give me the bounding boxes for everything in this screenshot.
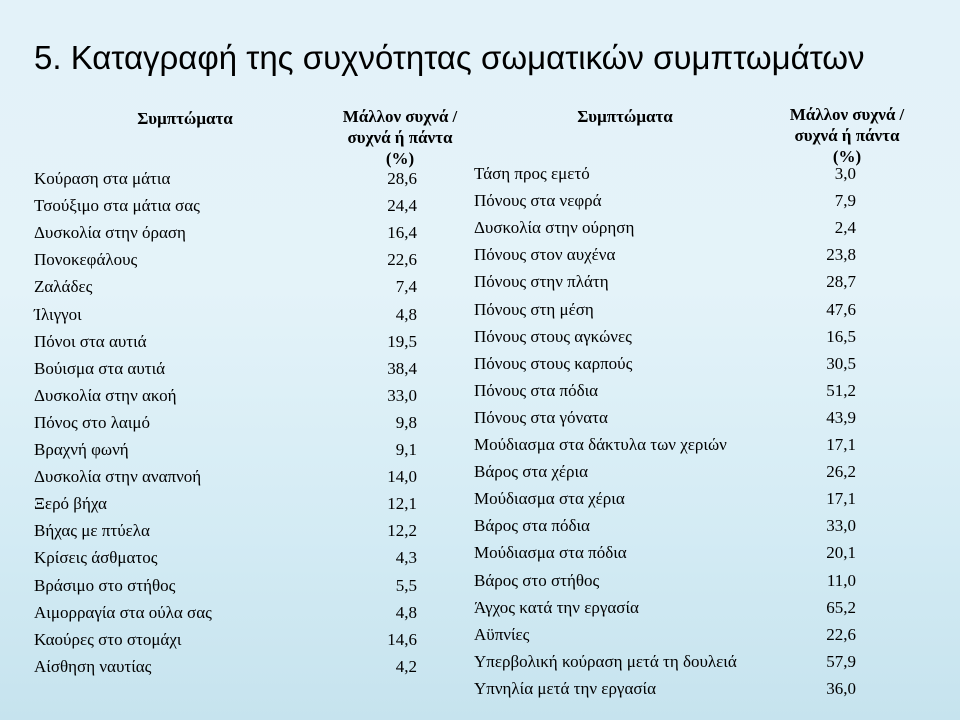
symptom-name: Κούραση στα μάτια xyxy=(34,169,171,188)
table-row xyxy=(34,328,417,355)
table-row xyxy=(34,517,417,544)
frequency-value: 4,3 xyxy=(395,548,417,568)
right-header-frequency-line: (%) xyxy=(832,147,862,166)
symptom-name: Υπερβολική κούραση μετά τη δουλειά xyxy=(474,651,737,671)
table-row xyxy=(474,648,856,675)
frequency-value: 4,2 xyxy=(395,656,417,676)
symptom-name: Πόνους στους καρπούς xyxy=(474,353,633,373)
table-row xyxy=(474,539,856,566)
symptom-name: Δυσκολία στην αναπνοή xyxy=(34,467,202,487)
symptom-name: Τσούξιμο στα μάτια σας xyxy=(34,196,200,216)
table-row xyxy=(474,268,856,295)
table-row xyxy=(34,165,417,192)
frequency-value: 9,8 xyxy=(395,412,417,432)
symptom-name: Βάρος στα χέρια xyxy=(474,462,589,482)
symptom-name: Δυσκολία στην ακοή xyxy=(34,385,177,405)
frequency-value: 7,4 xyxy=(395,277,417,297)
left-header-frequency-line: συχνά ή πάντα xyxy=(347,128,453,147)
symptom-name: Τάση προς εμετό xyxy=(474,164,590,183)
frequency-value: 28,6 xyxy=(387,169,417,188)
table-row xyxy=(34,653,417,680)
table-row xyxy=(34,192,417,219)
table-row xyxy=(34,219,417,246)
frequency-value: 36,0 xyxy=(826,678,856,698)
symptom-name: Δυσκολία στην όραση xyxy=(34,223,186,243)
frequency-value: 9,1 xyxy=(395,440,417,459)
table-row xyxy=(34,544,417,571)
frequency-value: 33,0 xyxy=(826,516,856,536)
symptom-name: Πόνους στην πλάτη xyxy=(474,272,609,292)
frequency-value: 24,4 xyxy=(387,196,417,216)
symptom-name: Μούδιασμα στα χέρια xyxy=(474,489,625,509)
table-row xyxy=(474,485,856,512)
symptom-name: Βάρος στο στήθος xyxy=(474,570,600,590)
table-row xyxy=(474,567,856,594)
symptom-name: Πόνος στο λαιμό xyxy=(34,412,151,432)
symptom-name: Βράσιμο στο στήθος xyxy=(34,575,176,595)
right-header-symptoms: Συμπτώματα xyxy=(577,107,673,126)
table-row xyxy=(474,512,856,539)
frequency-value: 28,7 xyxy=(826,272,856,292)
symptom-name: Πόνους στα πόδια xyxy=(474,380,599,400)
symptom-name: Δυσκολία στην ούρηση xyxy=(474,218,635,238)
left-header-frequency xyxy=(330,106,470,169)
symptom-name: Άγχος κατά την εργασία xyxy=(474,597,639,617)
table-row xyxy=(34,626,417,653)
symptom-name: Ξερό βήχα xyxy=(34,494,107,514)
table-row xyxy=(34,273,417,300)
right-header-frequency-line: συχνά ή πάντα xyxy=(794,126,900,145)
table-row xyxy=(34,246,417,273)
symptom-name: Ίλιγγοι xyxy=(34,304,82,324)
table-row xyxy=(34,572,417,599)
frequency-value: 57,9 xyxy=(826,651,856,671)
symptom-name: Μούδιασμα στα πόδια xyxy=(474,543,627,563)
table-row xyxy=(34,409,417,436)
symptom-name: Πόνοι στα αυτιά xyxy=(34,331,147,351)
symptom-name: Αιμορραγία στα ούλα σας xyxy=(34,602,212,622)
table-row xyxy=(474,675,856,702)
symptom-name: Πόνους στα νεφρά xyxy=(474,191,602,211)
table-row xyxy=(474,431,856,458)
table-row xyxy=(474,160,856,187)
symptom-name: Αίσθηση ναυτίας xyxy=(34,656,152,676)
table-row xyxy=(474,594,856,621)
table-row xyxy=(34,436,417,463)
symptom-name: Πόνους στα γόνατα xyxy=(474,407,608,427)
table-row xyxy=(474,350,856,377)
table-row xyxy=(474,296,856,323)
frequency-value: 16,5 xyxy=(826,326,856,346)
symptom-name: Βούισμα στα αυτιά xyxy=(34,358,166,378)
frequency-value: 43,9 xyxy=(826,407,856,427)
frequency-value: 2,4 xyxy=(834,218,856,238)
symptom-name: Καούρες στο στομάχι xyxy=(34,629,182,649)
slide-title: 5. Καταγραφή της συχνότητας σωματικών συμπτωμάτων xyxy=(34,39,865,76)
frequency-value: 4,8 xyxy=(395,304,417,324)
frequency-value: 5,5 xyxy=(395,575,417,595)
frequency-value: 38,4 xyxy=(387,358,417,378)
symptom-name: Μούδιασμα στα δάκτυλα των χεριών xyxy=(474,435,727,454)
symptom-name: Πόνους στον αυχένα xyxy=(474,245,616,265)
frequency-value: 33,0 xyxy=(387,385,417,405)
symptom-name: Βραχνή φωνή xyxy=(34,440,129,459)
right-header-frequency-line: Μάλλον συχνά / xyxy=(789,105,905,124)
symptom-name: Πονοκεφάλους xyxy=(34,250,138,270)
symptom-name: Υπνηλία μετά την εργασία xyxy=(474,678,656,698)
symptom-name: Βήχας με πτύελα xyxy=(34,521,150,541)
frequency-value: 4,8 xyxy=(395,602,417,622)
table-row xyxy=(34,599,417,626)
frequency-value: 26,2 xyxy=(826,462,856,482)
table-row xyxy=(34,301,417,328)
left-header-frequency-line: Μάλλον συχνά / xyxy=(342,107,458,126)
symptom-name: Πόνους στους αγκώνες xyxy=(474,326,632,346)
table-row xyxy=(34,490,417,517)
frequency-value: 23,8 xyxy=(826,245,856,265)
frequency-value: 20,1 xyxy=(826,543,856,563)
symptom-name: Ζαλάδες xyxy=(34,277,93,297)
frequency-value: 17,1 xyxy=(826,435,856,454)
frequency-value: 7,9 xyxy=(834,191,856,211)
table-row xyxy=(474,377,856,404)
frequency-value: 30,5 xyxy=(826,353,856,373)
frequency-value: 17,1 xyxy=(826,489,856,509)
table-row xyxy=(34,355,417,382)
frequency-value: 16,4 xyxy=(387,223,417,243)
frequency-value: 22,6 xyxy=(387,250,417,270)
frequency-value: 14,0 xyxy=(387,467,417,487)
symptom-name: Βάρος στα πόδια xyxy=(474,516,590,536)
table-row xyxy=(474,458,856,485)
frequency-value: 3,0 xyxy=(834,164,856,183)
left-header-frequency-line: (%) xyxy=(385,149,415,168)
table-row xyxy=(474,323,856,350)
table-row xyxy=(474,621,856,648)
frequency-value: 19,5 xyxy=(387,331,417,351)
table-row xyxy=(474,214,856,241)
frequency-value: 12,2 xyxy=(387,521,417,541)
left-header-symptoms: Συμπτώματα xyxy=(137,109,233,128)
table-row xyxy=(474,187,856,214)
symptom-name: Κρίσεις άσθματος xyxy=(34,548,158,568)
right-header-frequency xyxy=(772,104,922,167)
frequency-value: 51,2 xyxy=(826,380,856,400)
table-row xyxy=(34,382,417,409)
symptom-name: Αϋπνίες xyxy=(474,624,530,644)
frequency-value: 14,6 xyxy=(387,629,417,649)
frequency-value: 12,1 xyxy=(387,494,417,514)
table-row xyxy=(34,463,417,490)
frequency-value: 47,6 xyxy=(826,299,856,319)
table-row xyxy=(474,241,856,268)
frequency-value: 11,0 xyxy=(826,570,856,590)
frequency-value: 65,2 xyxy=(826,597,856,617)
frequency-value: 22,6 xyxy=(826,624,856,644)
table-row xyxy=(474,404,856,431)
symptom-name: Πόνους στη μέση xyxy=(474,299,594,319)
